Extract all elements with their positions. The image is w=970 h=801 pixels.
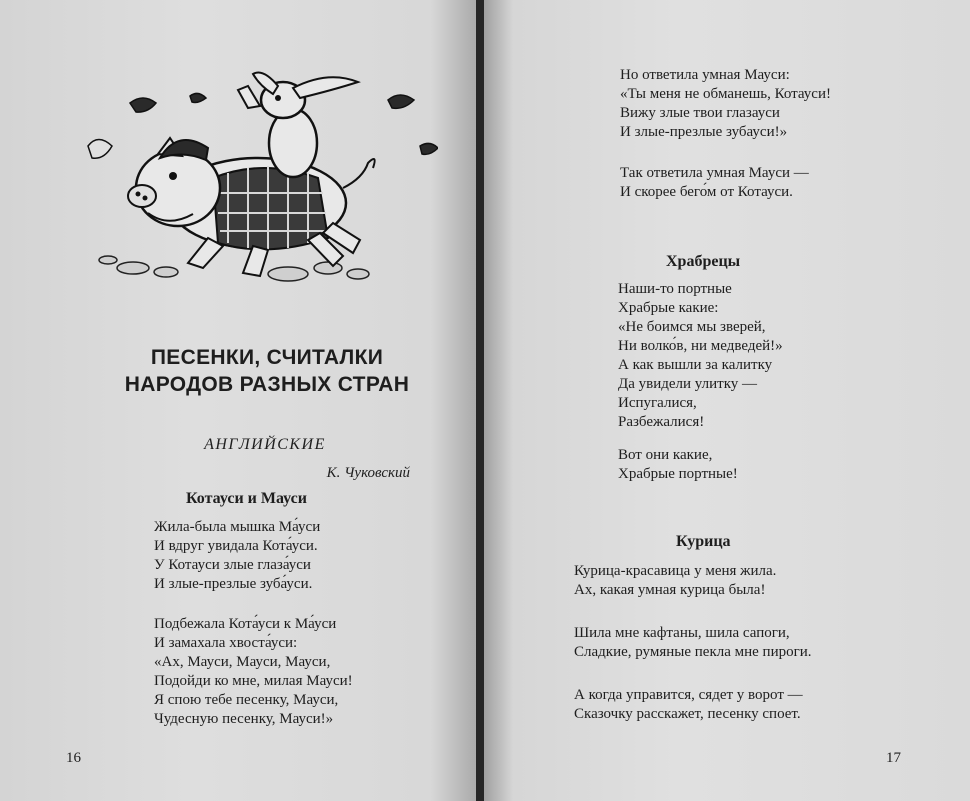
poem-stanza (154, 615, 353, 729)
poem-line: Испугалися, (618, 395, 697, 411)
section-title-line: ПЕСЕНКИ, СЧИТАЛКИ (150, 346, 384, 369)
poem-stanza (620, 164, 809, 202)
poem-line: Чудесную песенку, Мауси!» (154, 711, 334, 727)
left-page (0, 0, 478, 801)
poem-line: Подойди ко мне, милая Мауси! (154, 673, 353, 689)
poem-line: Сказочку расскажет, песенку споет. (574, 706, 801, 722)
section-title-line: НАРОДОВ РАЗНЫХ СТРАН (124, 373, 410, 396)
author-credit: К. Чуковский (326, 465, 410, 481)
poem-line: У Котауси злые глаза́уси (154, 557, 311, 573)
poem-line: Ни волко́в, ни медведей!» (618, 338, 783, 354)
poem-line: «Не боимся мы зверей, (618, 319, 766, 335)
poem-line: Наши-то портные (618, 281, 732, 297)
poem-line: «Ты меня не обманешь, Котауси! (620, 86, 831, 102)
poem-line: Жила-была мышка Ма́уси (154, 519, 321, 535)
poem-line: Разбежалися! (618, 414, 705, 430)
poem-title: Котауси и Мауси (186, 490, 307, 507)
section-title (108, 344, 426, 398)
poem-line: Вот они какие, (618, 447, 713, 463)
poem-title: Курица (676, 533, 731, 550)
poem-stanza (154, 518, 320, 594)
poem-line: И злые-презлые зуба́уси. (154, 576, 313, 592)
poem-line: Да увидели улитку — (618, 376, 758, 392)
poem-line: И злые-презлые зубауси!» (620, 124, 788, 140)
poem-line: А когда управится, сядет у ворот — (574, 687, 803, 703)
page-number-right: 17 (886, 750, 901, 766)
poem-line: Курица-красавица у меня жила. (574, 563, 777, 579)
poem-stanza (574, 624, 812, 662)
right-page (484, 0, 970, 801)
poem-stanza (618, 280, 783, 432)
poem-line: Я спою тебе песенку, Мауси, (154, 692, 339, 708)
poem-stanza (620, 66, 831, 142)
poem-line: А как вышли за калитку (618, 357, 773, 373)
page-number-left: 16 (66, 750, 81, 766)
poem-line: Вижу злые твои глазауси (620, 105, 780, 121)
poem-line: Ах, какая умная курица была! (574, 582, 766, 598)
poem-stanza (574, 562, 776, 600)
poem-line: Подбежала Кота́уси к Ма́уси (154, 616, 337, 632)
poem-line: «Ах, Мауси, Мауси, Мауси, (154, 654, 331, 670)
pig-rabbit-birds-illustration (78, 68, 438, 293)
poem-stanza (618, 446, 738, 484)
poem-line: Шила мне кафтаны, шила сапоги, (574, 625, 790, 641)
poem-line: И скорее бего́м от Котауси. (620, 184, 793, 200)
poem-line: Храбрые портные! (618, 466, 738, 482)
poem-stanza (574, 686, 803, 724)
poem-line: Так ответила умная Мауси — (620, 165, 809, 181)
poem-line: И замахала хвоста́уси: (154, 635, 298, 651)
poem-line: Сладкие, румяные пекла мне пироги. (574, 644, 812, 660)
poem-line: Но ответила умная Мауси: (620, 67, 790, 83)
poem-line: И вдруг увидала Кота́уси. (154, 538, 318, 554)
poem-title: Храбрецы (666, 253, 741, 270)
poem-line: Храбрые какие: (618, 300, 719, 316)
subsection-title: АНГЛИЙСКИЕ (204, 436, 326, 453)
